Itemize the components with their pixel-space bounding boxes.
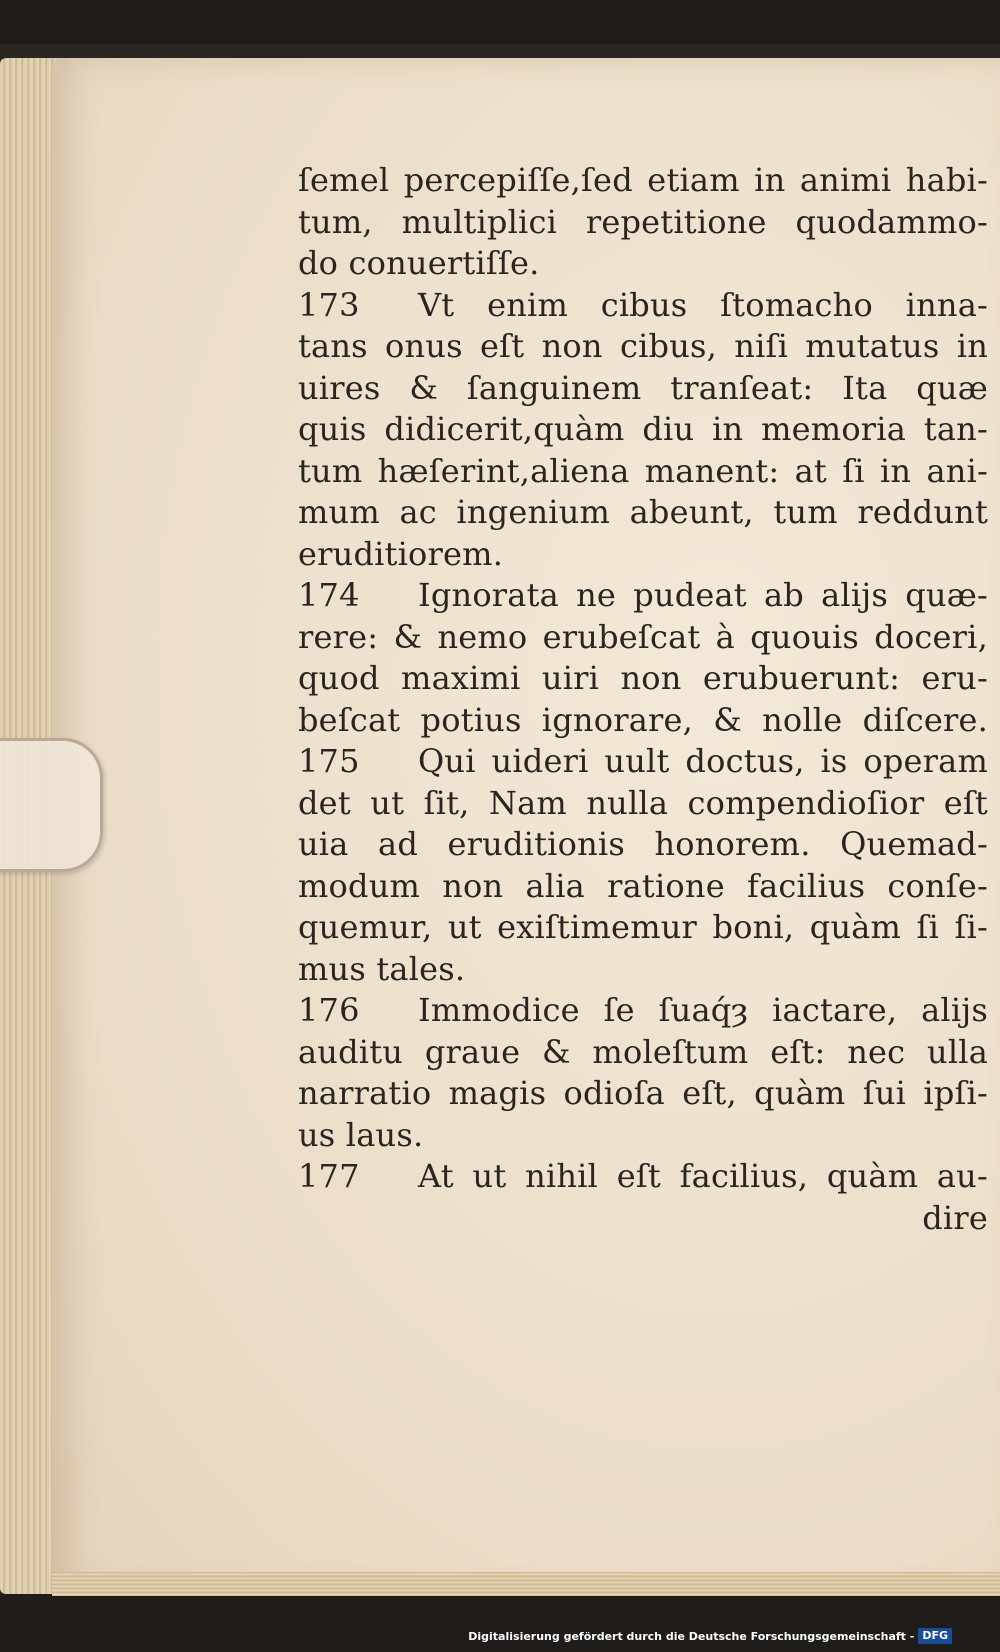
text-line: tans onus eſt non cibus, niſi mutatus in <box>298 327 988 365</box>
text-line: mus tales. <box>298 949 466 988</box>
text-line: tum hæſerint,aliena manent: at ſi in ani- <box>298 451 988 490</box>
entry-number: 173 <box>298 285 360 324</box>
entry-173 <box>298 285 988 327</box>
dfg-logo: DFG <box>918 1628 952 1644</box>
text-line: do conuertiſſe. <box>298 244 540 282</box>
entry-177 <box>298 1156 988 1198</box>
page-text <box>298 160 988 1239</box>
entry-number: 176 <box>298 991 360 1029</box>
digitization-credit <box>468 1624 952 1648</box>
entry-first-line: Ignorata ne pudeat ab aliјs quæ- <box>418 576 988 614</box>
entry-number: 174 <box>298 576 360 614</box>
text-line: uia ad eruditionis honorem. Quemad- <box>298 825 988 863</box>
text-line: det ut ſit, Nam nulla compendioſior eſt <box>298 783 988 822</box>
text-line: beſcat potius ignorare, & nolle diſcere. <box>298 700 988 739</box>
entry-first-line: Vt enim cibus ſtomacho inna- <box>418 285 988 324</box>
text-line: quod maximi uiri non erubuerunt: eru- <box>298 659 988 697</box>
entry-175 <box>298 741 988 783</box>
text-line: quis didicerit,quàm diu in memoria tan- <box>298 410 988 448</box>
text-line: quemur, ut exiſtimemur boni, quàm ſi ſi- <box>298 908 988 946</box>
entry-number: 175 <box>298 742 360 780</box>
entry-first-line: Immodice ſe ſuaq́ȝ iactare, aliјs <box>418 991 988 1029</box>
entry-number: 177 <box>298 1157 360 1195</box>
text-line: tum, multiplici repetitione quodammo- <box>298 202 988 241</box>
text-line: modum non alia ratione facilius conſe- <box>298 866 988 905</box>
entry-176 <box>298 990 988 1032</box>
text-line: narratio magis odioſa eſt, quàm ſui ipſi- <box>298 1074 988 1112</box>
entry-first-line: At ut nihil eſt facilius, quàm au- <box>418 1157 988 1195</box>
text-line: rere: & nemo erubeſcat à quouis doceri, <box>298 617 988 656</box>
entry-first-line: Qui uideri uult doctus, is operam <box>418 742 988 780</box>
text-line: eruditiorem. <box>298 534 504 573</box>
page-bottom-edge <box>52 1572 1000 1596</box>
text-line: us laus. <box>298 1115 424 1154</box>
text-line: ſemel percepiſſe,ſed etiam in animi habi- <box>298 161 988 199</box>
entry-174 <box>298 575 988 617</box>
credit-text: Digitalisierung gefördert durch die Deutsche Forschungsgemeinschaft - <box>468 1629 915 1643</box>
text-line: uires & ſanguinem tranſeat: Ita quæ <box>298 368 988 407</box>
text-line: mum ac ingenium abeunt, tum reddunt <box>298 493 988 531</box>
page-clip <box>0 738 103 872</box>
catchword: dire <box>922 1198 988 1237</box>
text-line: auditu graue & moleſtum eſt: nec ulla <box>298 1032 988 1071</box>
